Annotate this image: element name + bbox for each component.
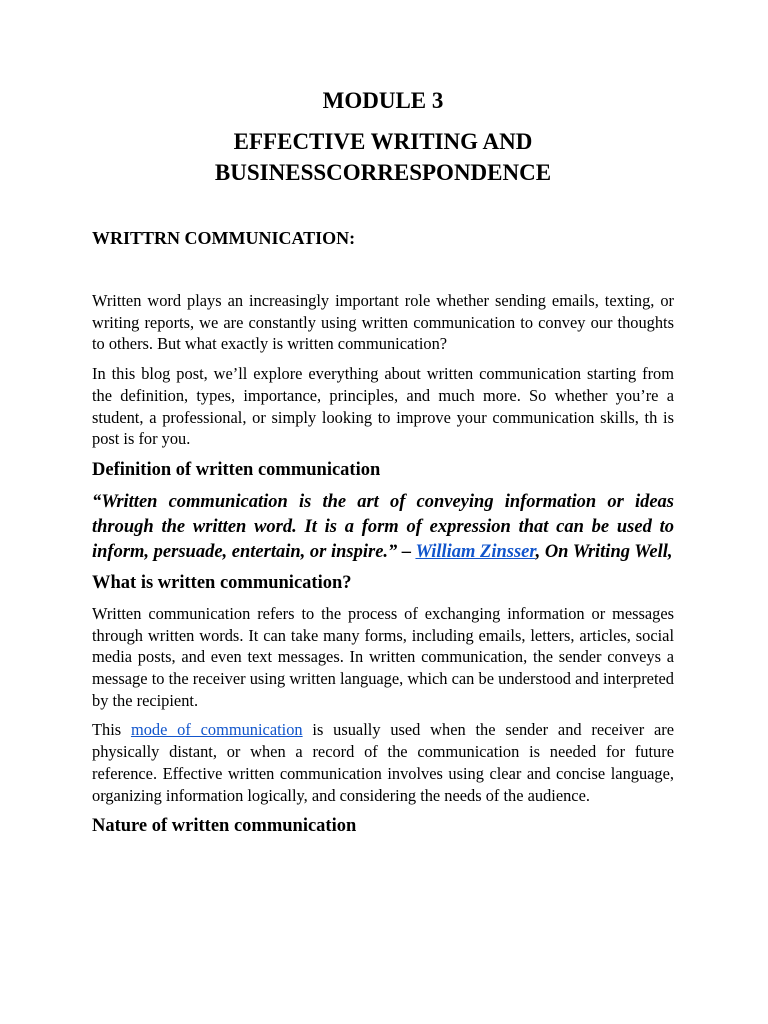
what-paragraph-1: Written communication refers to the process of exchanging information or messages through written words. It can take many forms, including emails, letters, articles, social media posts, and even text messages. In written communication, the sender conveys a message to the receiver using written language, which can be understood and interpreted by the recipient. <box>92 603 674 710</box>
what-paragraph-2-suffix: is usually used when the sender and receiver are physically distant, or when a record of the communication is needed for future reference. Effective written communication involves using clear and concise language, organizing information logically, and considering the needs of the audience. <box>92 720 674 805</box>
quote-source: , On Writing Well, <box>535 541 673 562</box>
what-paragraph-2 <box>92 719 674 806</box>
mode-of-communication-link[interactable]: mode of communication <box>130 720 303 740</box>
main-title-line-2: BUSINESSCORRESPONDENCE <box>214 160 552 185</box>
section-heading: WRITTRN COMMUNICATION: <box>92 228 356 248</box>
main-title-line-1: EFFECTIVE WRITING AND <box>233 129 533 154</box>
document-body <box>92 290 674 846</box>
intro-paragraph-2: In this blog post, we’ll explore everything about written communication starting from the definition, types, importance, principles, and much more. So whether you’re a student, a professional, or simply looking to improve your communication skills, th is post is for you. <box>92 364 674 449</box>
main-title <box>92 126 674 188</box>
quote-text: “Written communication is the art of conveying information or ideas through the written word. It is a form of expression that can be used to inform, persuade, entertain, or inspire.” – <box>92 491 674 562</box>
quote-author-link[interactable]: William Zinsser <box>415 541 536 562</box>
nature-heading: Nature of written communication <box>92 816 357 837</box>
definition-heading: Definition of written communication <box>92 459 381 480</box>
module-title: MODULE 3 <box>322 88 444 113</box>
what-heading: What is written communication? <box>92 572 352 593</box>
definition-quote <box>92 490 674 565</box>
what-paragraph-2-prefix: This <box>92 720 131 740</box>
intro-paragraph-1: Written word plays an increasingly important role whether sending emails, texting, or writing reports, we are constantly using written communication to convey our thoughts to others. But what exactly is written communication? <box>92 291 674 354</box>
